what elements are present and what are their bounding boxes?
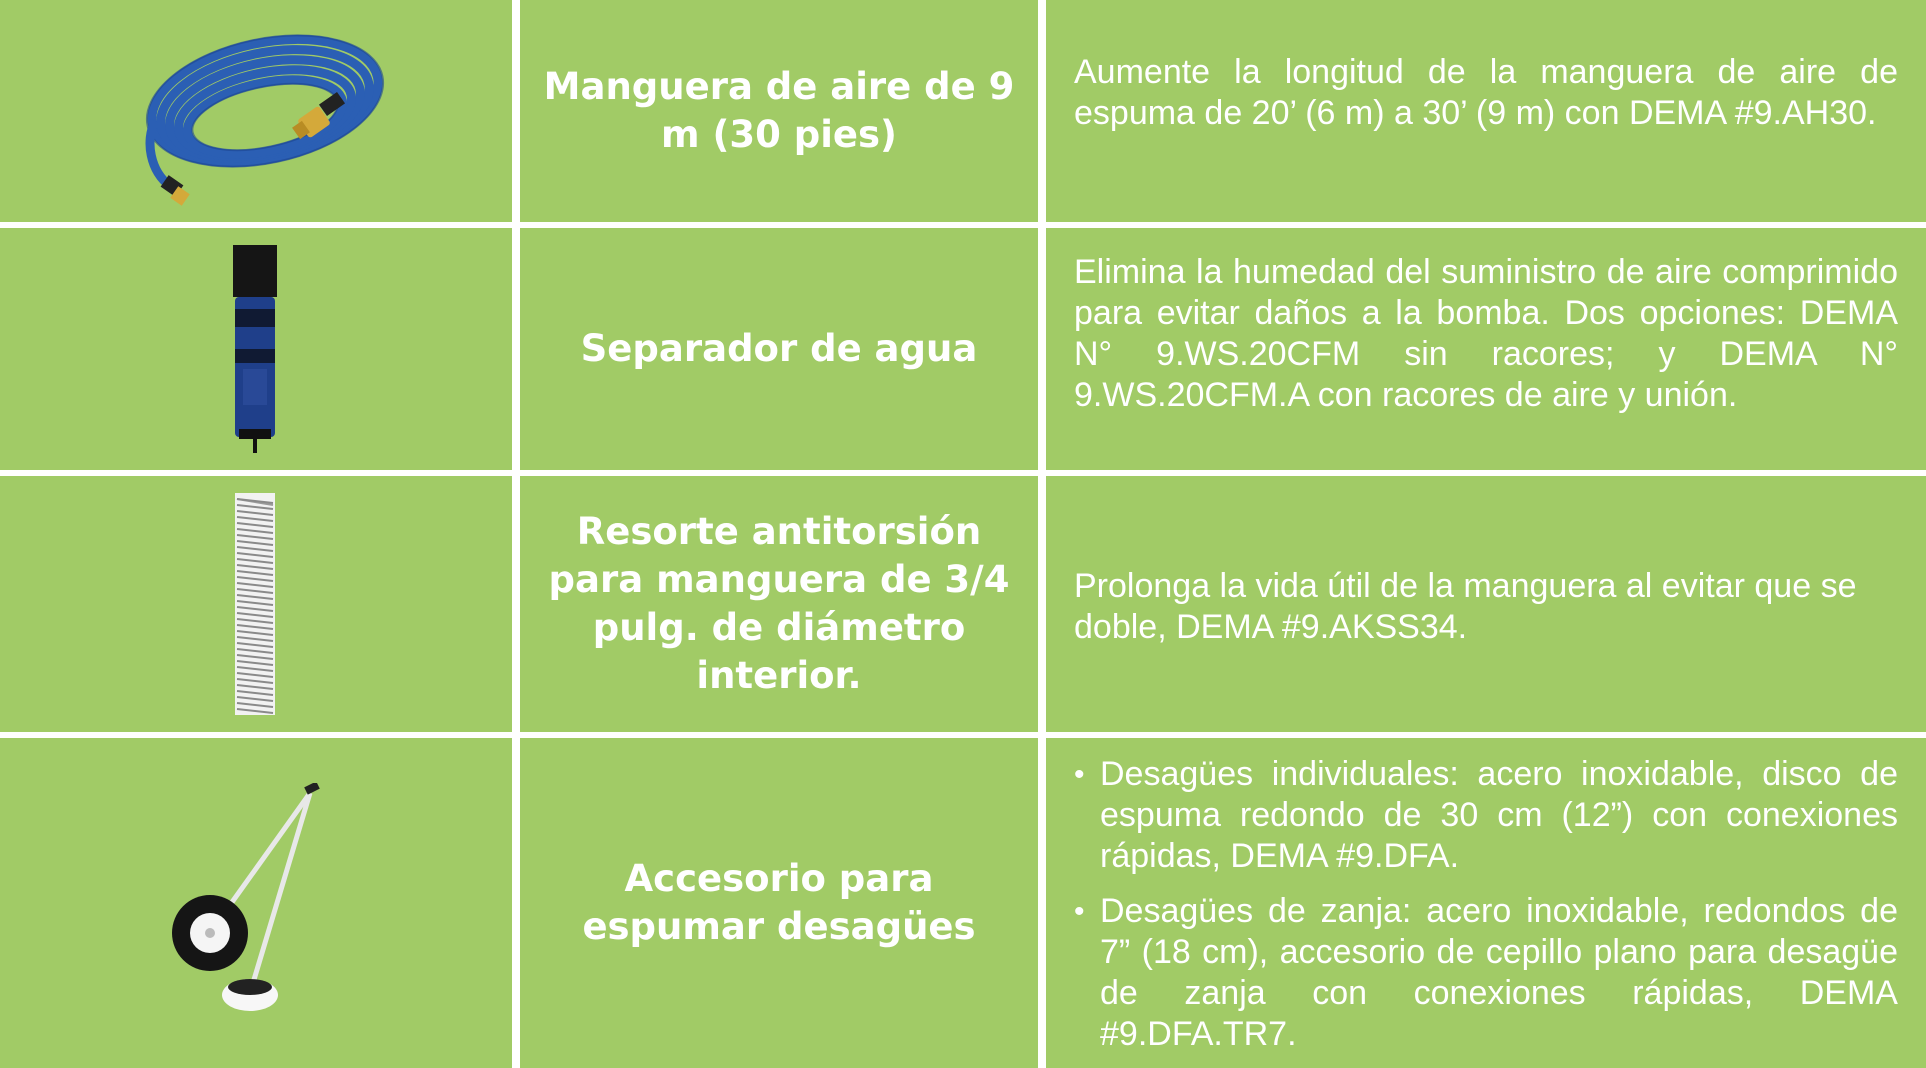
product-description: Elimina la humedad del suministro de aire comprimido para evitar daños a la bomba. Dos opciones: DEMA N° 9.WS.20CFM sin racores; y DEMA N° 9.WS.20CFM.A con racores de aire y unión. — [1074, 253, 1898, 414]
row-2-description-cell — [1046, 228, 1926, 470]
product-description: Aumente la longitud de la manguera de aire de espuma de 20’ (6 m) a 30’ (9 m) con DEMA #9.AH30. — [1074, 53, 1898, 132]
row-4-name — [520, 738, 1038, 1068]
row-4-image-cell — [0, 738, 512, 1068]
row-3-name — [520, 476, 1038, 732]
product-description: Prolonga la vida útil de la manguera al evitar que se doble, DEMA #9.AKSS34. — [1074, 567, 1857, 646]
anti-kink-spring-icon — [225, 489, 285, 719]
product-name: Separador de agua — [580, 327, 978, 370]
product-name: Accesorio para espumar desagües — [582, 857, 976, 948]
drain-foamer-icon — [170, 783, 340, 1023]
row-3-description-cell — [1046, 476, 1926, 732]
air-hose-coil-icon — [125, 11, 385, 211]
list-item: • Desagües de zanja: acero inoxidable, redondos de 7” (18 cm), accesorio de cepillo plano para desagüe de zanja con conexiones rápidas, DEMA #9.DFA.TR7. — [1074, 891, 1898, 1055]
row-1-name — [520, 0, 1038, 222]
product-name: Manguera de aire de 9 m (30 pies) — [543, 65, 1015, 156]
row-4-description-cell — [1046, 738, 1926, 1068]
row-1-image-cell — [0, 0, 512, 222]
product-description-list — [1074, 754, 1898, 1068]
row-2-name — [520, 228, 1038, 470]
list-item: • Desagües individuales: acero inoxidable, disco de espuma redondo de 30 cm (12”) con conexiones rápidas, DEMA #9.DFA. — [1074, 754, 1898, 877]
row-2-image-cell — [0, 228, 512, 470]
row-3-image-cell — [0, 476, 512, 732]
row-1-description-cell — [1046, 0, 1926, 222]
water-separator-icon — [215, 239, 295, 459]
product-name: Resorte antitorsión para manguera de 3/4 pulg. de diámetro interior. — [548, 510, 1010, 697]
